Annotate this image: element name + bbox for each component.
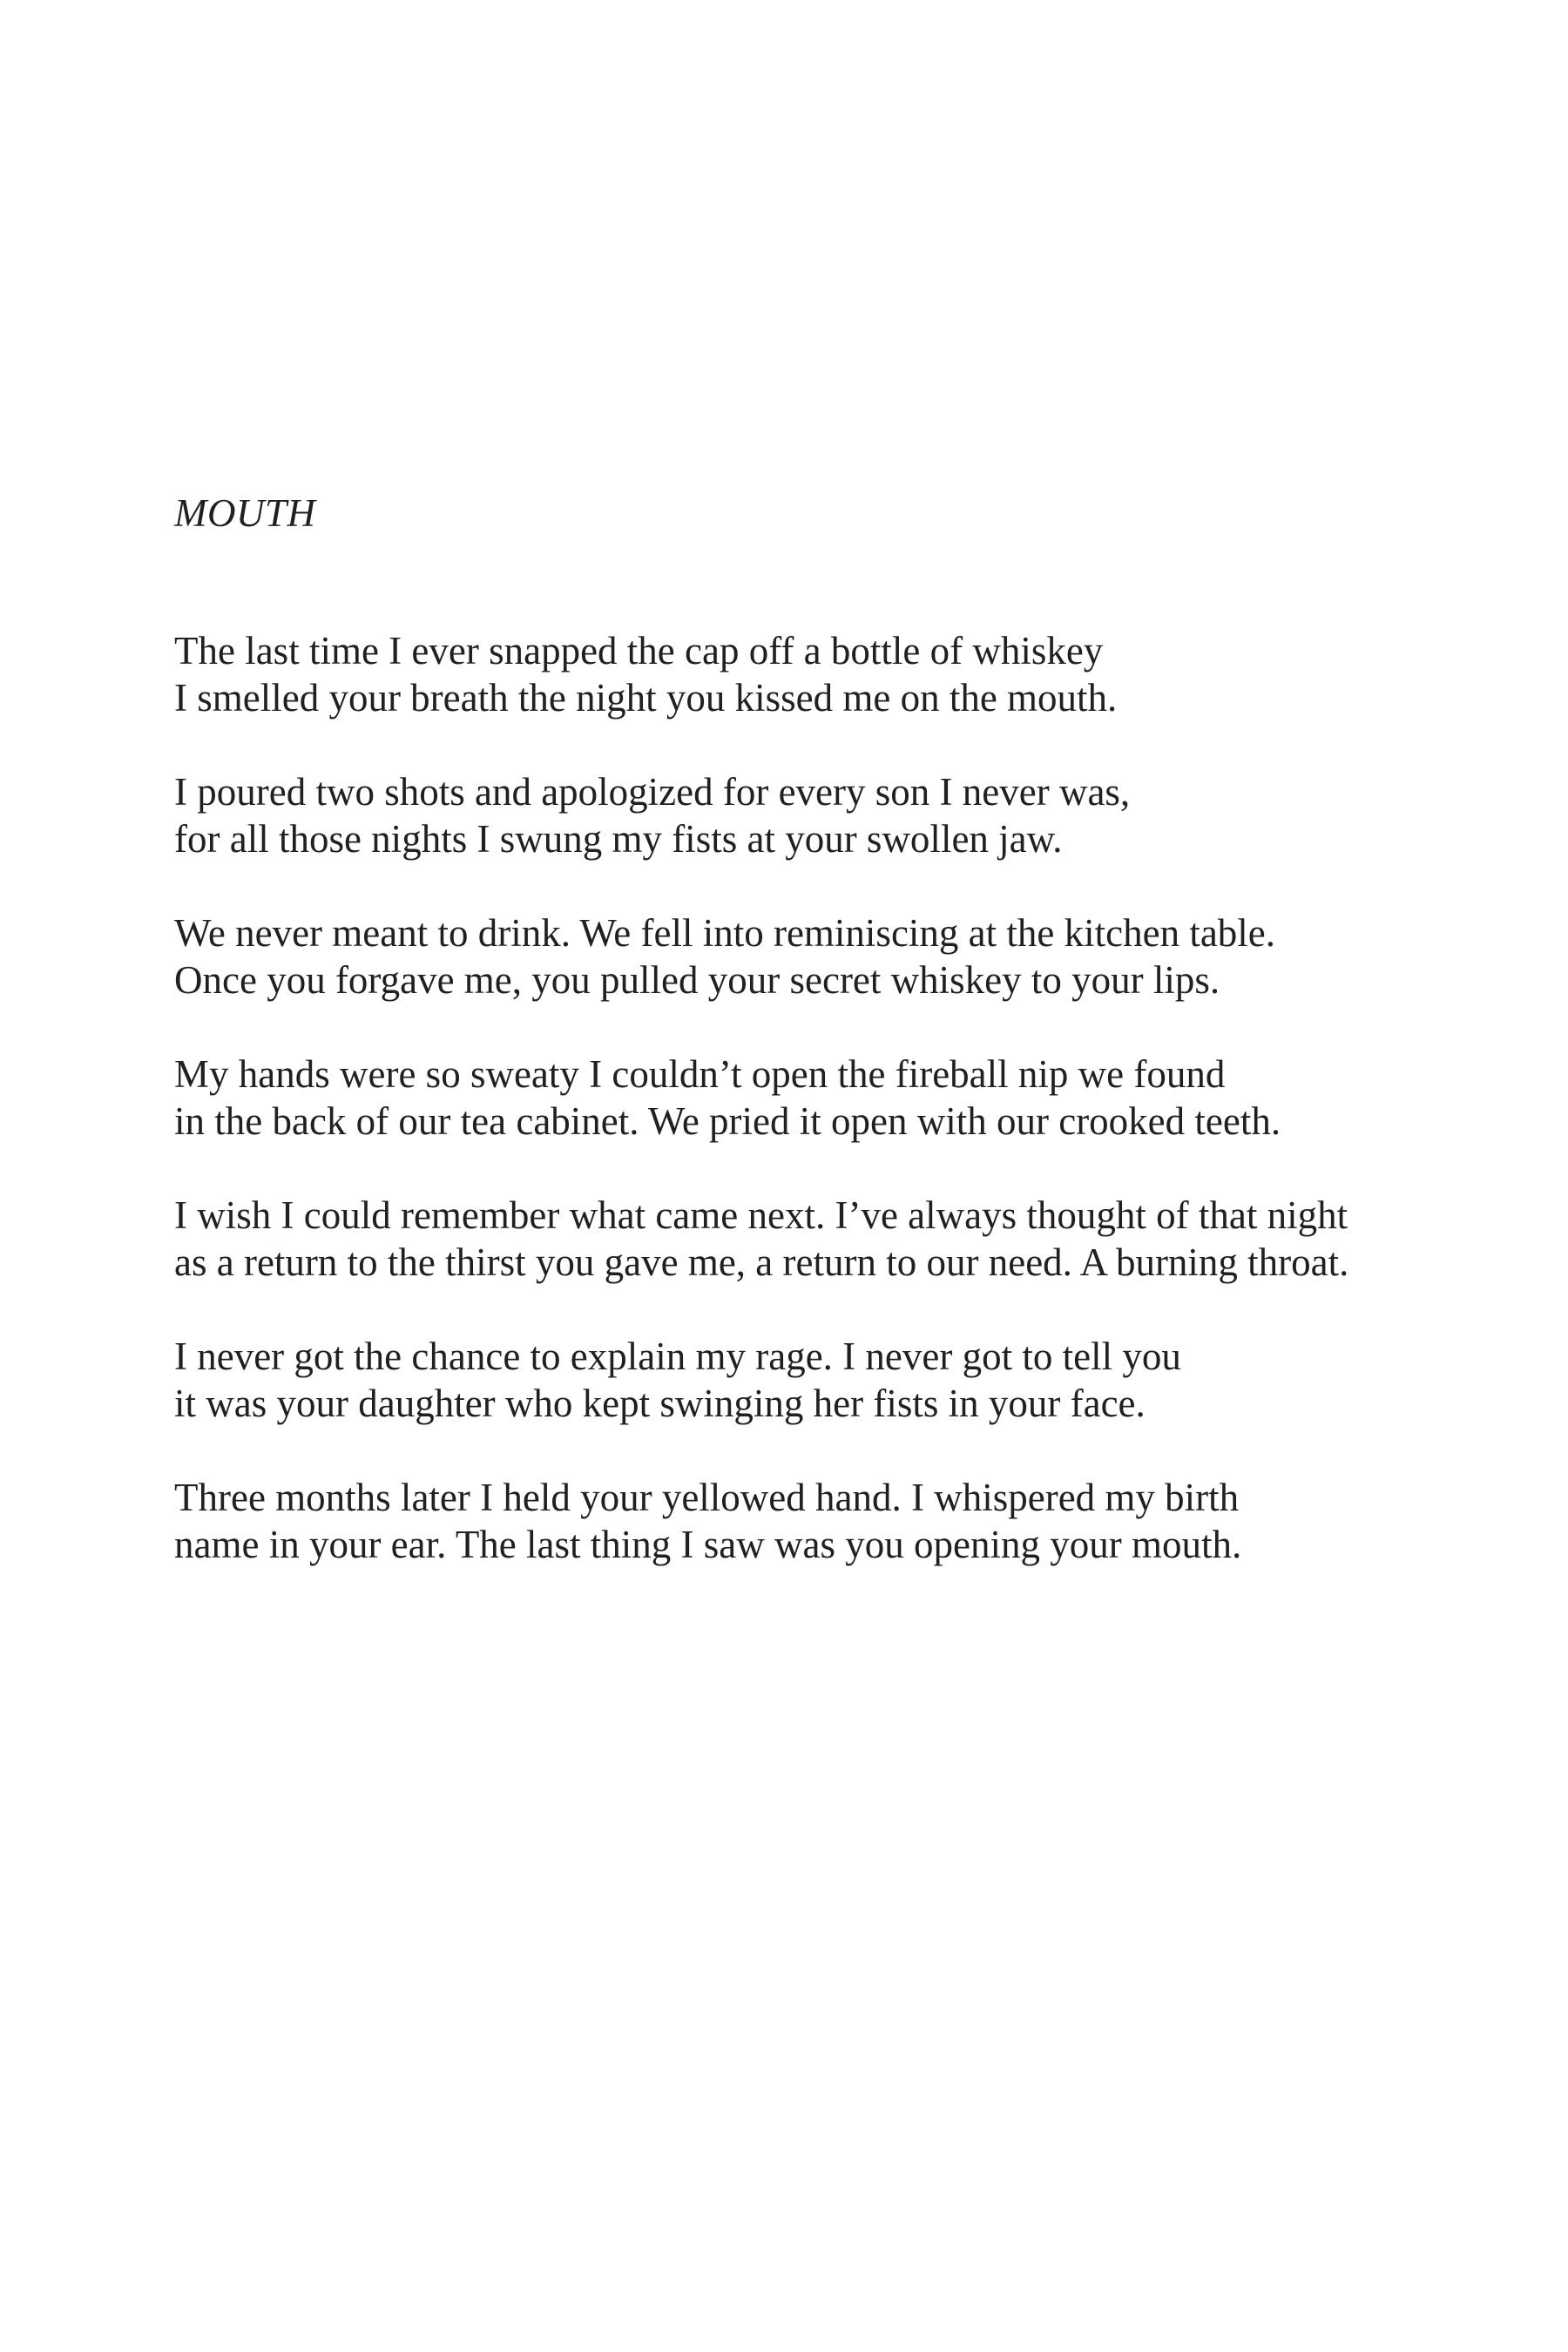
poem xyxy=(174,490,1481,1615)
stanza xyxy=(174,909,1481,1004)
stanza xyxy=(174,1051,1481,1145)
poem-line: The last time I ever snapped the cap off a bottle of whiskey xyxy=(174,629,1104,672)
poem-line: Three months later I held your yellowed hand. I whispered my birth xyxy=(174,1476,1240,1519)
stanza xyxy=(174,1333,1481,1427)
poem-line: I wish I could remember what came next. I’ve always thought of that night xyxy=(174,1193,1348,1237)
stanza xyxy=(174,1192,1481,1286)
poem-title: MOUTH xyxy=(174,491,316,535)
poem-line: My hands were so sweaty I couldn’t open the fireball nip we found xyxy=(174,1052,1226,1096)
poem-line: for all those nights I swung my fists at your swollen jaw. xyxy=(174,817,1063,861)
poem-line: I never got the chance to explain my rage. I never got to tell you xyxy=(174,1335,1181,1378)
poem-line: We never meant to drink. We fell into reminiscing at the kitchen table. xyxy=(174,911,1276,955)
poem-line: Once you forgave me, you pulled your secret whiskey to your lips. xyxy=(174,958,1220,1002)
poem-line: I smelled your breath the night you kissed me on the mouth. xyxy=(174,676,1118,720)
poem-line: it was your daughter who kept swinging her fists in your face. xyxy=(174,1382,1146,1425)
poem-line: as a return to the thirst you gave me, a return to our need. A burning throat. xyxy=(174,1240,1349,1284)
stanza xyxy=(174,1474,1481,1568)
poem-line: I poured two shots and apologized for every son I never was, xyxy=(174,770,1131,814)
stanza xyxy=(174,768,1481,862)
poem-line: in the back of our tea cabinet. We pried it open with our crooked teeth. xyxy=(174,1099,1281,1143)
stanza xyxy=(174,627,1481,721)
poem-line: name in your ear. The last thing I saw was you opening your mouth. xyxy=(174,1523,1242,1566)
